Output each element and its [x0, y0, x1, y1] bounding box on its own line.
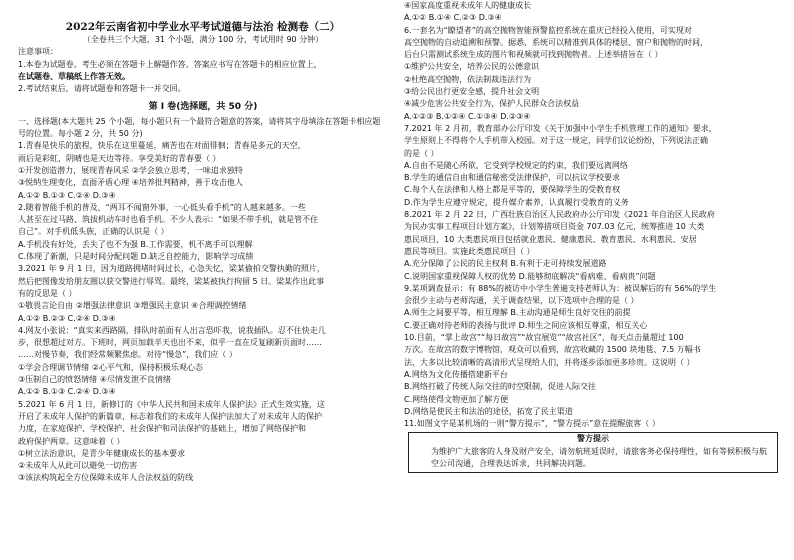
- question-line: A.①② B.①③ C.②④ D.③④: [18, 387, 116, 397]
- question-line: 步，很想超过对方。下班时，网页加载半天也出不来，似乎一直在反复刷新页面时……: [18, 338, 322, 348]
- question-line: A.自由不是随心所欲，它受到学校规定的约束，我们要远离网络: [404, 160, 628, 170]
- question-line: 人甚至在过马路、筑拔机动车时也看手机。不少人表示：“如果不带手机，就是管不住: [18, 215, 319, 225]
- question-line: D.网络是使民主和法治的途径，拓宽了民主渠道: [404, 406, 573, 416]
- question-line: 政府保护两章。这意味着（ ）: [18, 436, 125, 446]
- question-line: ③给公民出行更安全感，提升社会文明: [404, 87, 540, 97]
- question-line: 学生原则上不得将个人手机带入校园。对于这一规定，同学们议论纷纷，下列说法正确: [404, 136, 708, 146]
- question-line: 万次。在故宫的数字博物馆，观众可以看到，故宫收藏的 1500 块地毯、7.5 万幅书: [404, 345, 701, 355]
- question-line: C.要正确对待老师的表扬与批评 D.师生之间应该相互尊重，相互关心: [404, 320, 648, 330]
- question-line: A.①② B.②③ C.②④ D.③④: [18, 313, 116, 323]
- question-line: 10.目前，“掌上故宫”“每日故宫”“故宫展览”“故宫社区”，每天点击量超过 100: [404, 333, 684, 343]
- question-line: ①树立法治意识，是青少年健康成长的基本要求: [18, 448, 186, 458]
- question-line: 会很少主动与老师沟通，关于调查结果，以下选项中合理的是（ ）: [404, 296, 639, 306]
- police-notice-text: 为维护广大旅客的人身及财产安全，请勿航班延误时，请旅客务必保持理性，如有等候积极与航空公司沟通，合理表达诉求，共同解决问题。: [431, 446, 767, 468]
- question-line: A.网络为文化传播搭建新平台: [404, 369, 508, 379]
- question-line: ……对慢节奏，我们经常频繁焦虑。对待“慢急”，我们应（ ）: [18, 350, 237, 360]
- question-line: 7.2021 年 2 月初，教育部办公厅印发《关于加强中小学生手机管理工作的通知》要求，: [404, 123, 717, 133]
- notice-heading: 注意事项：: [18, 47, 58, 57]
- question-line: C.体现了新潮，只是时间分配问题 D.缺乏自控能力，影响学习成绩: [18, 252, 254, 262]
- part-one-title: 第 I 卷(选择题，共 50 分): [148, 102, 258, 113]
- question-line: A.①② B.①④ C.②③ D.③④: [404, 13, 502, 23]
- question-line: 自己”。对手机低头族，正确的认识是（ ）: [18, 227, 169, 237]
- question-line: 4.网友小张说：“真实来西路隔，排队时前面有人出言恐吓我，说我插队。忍不住快走几: [18, 325, 326, 335]
- question-line: A.充分保障了公民的民主权利 B.有利于走可持续发展道路: [404, 259, 607, 269]
- question-line: 为民办实事工程项目计划方案》，计划筹措项目资金 707.03 亿元，统筹推进 10 大类: [404, 222, 705, 232]
- question-line: ①维护公共安全，培养公民的公德意识: [404, 62, 540, 72]
- exam-subtitle: （全卷共三个大题，31 个小题，满分 100 分，考试用时 90 分钟）: [82, 35, 324, 44]
- section-one-intro: 一、选择题(本大题共 25 个小题，每小题只有一个最符合题意的答案，请将其字母填涂在答题卡相应题号的位置。每小题 2 分，共 50 分): [18, 116, 381, 139]
- question-line: 法，大多以比较清晰的高清形式呈现给人们，并将逐步添加更多珍贵。这说明（ ）: [404, 357, 695, 367]
- question-line: 2.随着智能手机的普及，“两耳不闻窗外事，一心低头看手机”的人越来越多。一些: [18, 202, 306, 212]
- question-line: ③悦纳生理变化，直面矛盾心理 ④培养批判精神，善于攻击他人: [18, 178, 243, 188]
- question-line: 9.某项调查显示：有 88%的被访中小学生普遍支持老师认为：被误解后的有 56%的学生: [404, 283, 717, 293]
- question-line: ①敬畏言论自由 ②增强法律意识 ③增强民主意识 ④合理调控情绪: [18, 301, 247, 311]
- question-line: ①学会合理调节情绪 ②心平气和，保持积极乐观心态: [18, 362, 203, 372]
- question-line: 6.一套名为“瞭望者”的高空抛物智能预警监控系统在重庆已经投入使用，可实现对: [404, 25, 692, 35]
- question-line: 力度，在家庭保护、学校保护、社会保护和司法保护的基础上，增加了网络保护和: [18, 424, 306, 434]
- exam-title: 2022年云南省初中学业水平考试道德与法治 检测卷（二）: [65, 21, 341, 33]
- question-line: ③压制自己的愤怒情绪 ④尽情发泄不良情绪: [18, 375, 171, 385]
- question-line: D.作为学生应遵守规定，提升媒介素养，认真履行受教育的义务: [404, 197, 629, 207]
- left-question-lines: [18, 140, 388, 484]
- question-line: A.①②③ B.①②④ C.①③④ D.②③④: [404, 111, 531, 121]
- question-line: B.网络打破了传统人际交往的时空限制，促进人际交往: [404, 382, 597, 392]
- notice-line: 2.考试结束后，请将试题卷和答题卡一并交回。: [18, 84, 186, 94]
- question-line: ④国家高度重视未成年人的健康成长: [404, 1, 532, 10]
- question-line: 惠民等项目。实施此类惠民项目（ ）: [404, 246, 535, 256]
- question-line: 开启了未成年人保护的新篇章，标志着我们的未成年人保护法加大了对未成年人的保护: [18, 411, 322, 421]
- question-line: B.学生的通信自由和通信秘密受法律保护，可以抗议学校要求: [404, 173, 621, 183]
- question-line: C.每个人在法律和人格上都是平等的，要保障学生的受教育权: [404, 185, 621, 195]
- question-line: C.网络使得文物更加了解方便: [404, 394, 509, 404]
- question-line: 惠民项目，10 大类惠民项目包括就业惠民、健康惠民、教育惠民、水利惠民、安居: [404, 234, 697, 244]
- question-line: 雨后是彩虹，阴晴也是天边等待。享受美好的青春要（ ）: [18, 153, 221, 163]
- question-line: 后台只需测试系统生成的图片和视频就可找到抛物者。上述举措旨在（ ）: [404, 50, 663, 60]
- question-line: ④减少危害公共安全行为，保护人民群众合法权益: [404, 99, 580, 109]
- question-line: ②杜绝高空抛物，依法制裁违法行为: [404, 74, 532, 84]
- question-line: C.说明国家重视保障人权的优势 D.能够彻底解决“看病难、看病贵”问题: [404, 271, 656, 281]
- question-line: 高空抛物的自动追溯和预警。据悉，系统可以精准到具体的楼层、窗户和抛物的时间，: [404, 37, 708, 47]
- question-line: A.手机没有好处，丢失了也不为强 B.工作需要，机不离手可以理解: [18, 239, 253, 249]
- right-question-lines: [404, 0, 782, 430]
- question-line: ①开发创造潜力，展现青春风采 ②学会独立思考，一味追求独特: [18, 165, 243, 175]
- question-line: ②未成年人从此可以避免一切伤害: [18, 461, 138, 471]
- question-line: 8.2021 年 2 月 22 日，广西壮族自治区人民政府办公厅印发《2021 年自治区人民政府: [404, 210, 715, 220]
- question-line: 有的反思是（ ）: [18, 288, 77, 298]
- question-line: 1.青春是快乐的旅程，快乐在这里蔓延，痛苦也在对面徘徊；青春是多元的天空，: [18, 141, 306, 151]
- question-line: A.师生之间要平等，相互理解 B.主动沟通是师生良好交往的前提: [404, 308, 631, 318]
- question-line: 11.如图文字是某机场的一则“警方提示”，“警方提示”意在提醒旅客（ ）: [404, 419, 660, 429]
- question-line: 的是（ ）: [404, 148, 439, 158]
- left-column: [18, 0, 388, 485]
- question-line: 5.2021 年 6 月 1 日，新修订的《中华人民共和国未成年人保护法》正式生效实施，这: [18, 399, 325, 409]
- notice-line: 在试题卷、草稿纸上作答无效。: [18, 71, 130, 81]
- notice-line: 1.本卷为试题卷。考生必须在答题卡上解题作答。答案应书写在答题卡的相应位置上，: [18, 59, 322, 69]
- question-line: 然后把图像发给朋友圈以获交警进行辱骂。最终，梁某被执行拘留 5 日。梁某作出此事: [18, 276, 325, 286]
- question-line: 3.2021 年 9 月 1 日，因为道路拥堵时间过长，心急失忆，梁某偷拍交警执勤的照片，: [18, 264, 325, 274]
- police-notice-title: 警方提示: [577, 434, 609, 444]
- right-column: [404, 0, 782, 473]
- police-notice-box: [408, 432, 778, 473]
- question-line: A.①② B.①③ C.②④ D.③④: [18, 190, 116, 200]
- question-line: ③该法构筑起全方位保障未成年人合法权益的防线: [18, 473, 194, 483]
